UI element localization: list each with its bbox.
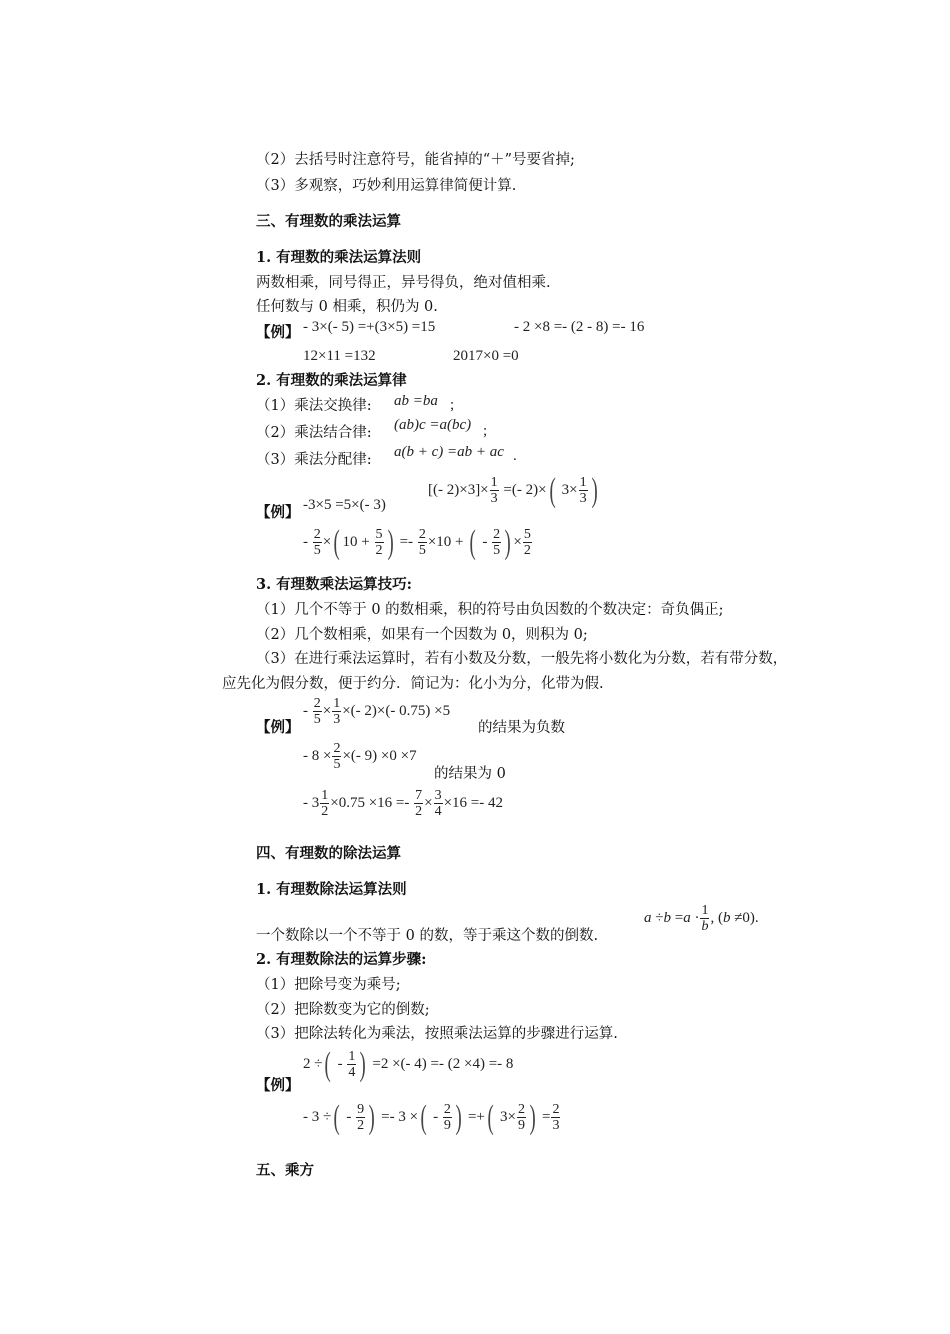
distributive-example: - $\frac{2}{5}$ ×( 10 + $\frac{5}{2}$ ) =- $\frac{2}{5}$ ×10 + ( - $\frac{2}{5}$ ) × $\frac{5}{2}$ [303,523,531,561]
formula-period: . [513,448,517,464]
example-formula: 2017×0 =0 [453,348,519,364]
law-formula: (ab)c =a(bc) [394,417,472,433]
tip-example-3: - 3 $\frac{1}{2}$ ×0.75 ×16 =- $\frac{7}{2}$ × $\frac{3}{4}$ ×16 =- 42 [303,788,504,820]
intro-line-2: （2）去括号时注意符号，能省掉的“＋”号要省掉; [256,152,575,168]
associative-example: [(- 2)×3]× $\frac{1}{3}$ =(- 2)×( 3× $\frac{1}{3}$ ) [428,471,598,509]
tip-2: （2）几个数相乘，如果有一个因数为 0，则积为 0; [256,627,588,643]
tip-example-2-result: 的结果为 0 [434,766,506,782]
step-1: （1）把除号变为乘号; [256,977,401,993]
tip-example-1: - $\frac{2}{5}$ × $\frac{1}{3}$ ×(- 2)×(- 0.75) ×5 [303,696,451,728]
sec3-tips-title: 3. 有理数乘法运算技巧: [256,576,413,593]
example-formula: 12×11 =132 [303,348,376,364]
example-label: 【例】 [256,324,300,341]
example-formula: - 3×(- 5) =+(3×5) =15 [303,319,436,335]
tip-example-2: - 8 × $\frac{2}{5}$ ×(- 9) ×0 ×7 [303,741,417,773]
example-formula: -3×5 =5×(- 3) [303,497,386,513]
division-example-2: - 3 ÷( - $\frac{9}{2}$ ) =- 3 ×( - $\frac{2}{9}$ ) =+( 3× $\frac{2}{9}$ ) = $\frac{2}{3}$ [303,1098,560,1136]
sec4-steps-title: 2. 有理数除法的运算步骤: [256,951,427,968]
intro-line-3: （3）多观察，巧妙利用运算律简便计算. [256,178,517,194]
law-formula: ab =ba [394,393,438,409]
law-distributive: （3）乘法分配律: [256,452,372,468]
section-4-title: 四、有理数的除法运算 [256,845,401,862]
sec3-rule-2: 任何数与 0 相乘，积仍为 0. [256,299,438,315]
tip-3-line-1: （3）在进行乘法运算时，若有小数及分数，一般先将小数化为分数，若有带分数， [256,651,788,667]
tip-3-line-2: 应先化为假分数，便于约分．简记为：化小为分，化带为假. [222,676,604,692]
sec4-rule: 一个数除以一个不等于 0 的数，等于乘这个数的倒数. [256,928,599,944]
sec3-laws-title: 2. 有理数的乘法运算律 [256,372,407,389]
formula-semicolon: ; [483,423,488,439]
example-label: 【例】 [256,1077,300,1094]
example-label: 【例】 [256,719,300,736]
sec3-rule-title: 1. 有理数的乘法运算法则 [256,249,422,266]
sec3-rule-1: 两数相乘，同号得正，异号得负，绝对值相乘. [256,275,551,291]
section-3-title: 三、有理数的乘法运算 [256,213,401,230]
step-3: （3）把除法转化为乘法，按照乘法运算的步骤进行运算. [256,1026,618,1042]
law-commutative: （1）乘法交换律: [256,398,372,414]
law-formula: a(b + c) =ab + ac [394,444,504,460]
division-rule-formula: a ÷b =a · $\frac{1}{b}$ , (b ≠0). [644,903,759,935]
example-label: 【例】 [256,504,300,521]
division-example-1: 2 ÷( - $\frac{1}{4}$ ) =2 ×(- 4) =- (2 ×4) =- 8 [303,1045,514,1083]
formula-semicolon: ; [450,397,455,413]
sec4-rule-title: 1. 有理数除法运算法则 [256,881,407,898]
tip-example-1-result: 的结果为负数 [478,720,565,736]
step-2: （2）把除数变为它的倒数; [256,1002,430,1018]
law-associative: （2）乘法结合律: [256,425,372,441]
section-5-title: 五、乘方 [256,1162,314,1179]
tip-1: （1）几个不等于 0 的数相乘，积的符号由负因数的个数决定：奇负偶正; [256,602,724,618]
example-formula: - 2 ×8 =- (2 - 8) =- 16 [514,319,645,335]
